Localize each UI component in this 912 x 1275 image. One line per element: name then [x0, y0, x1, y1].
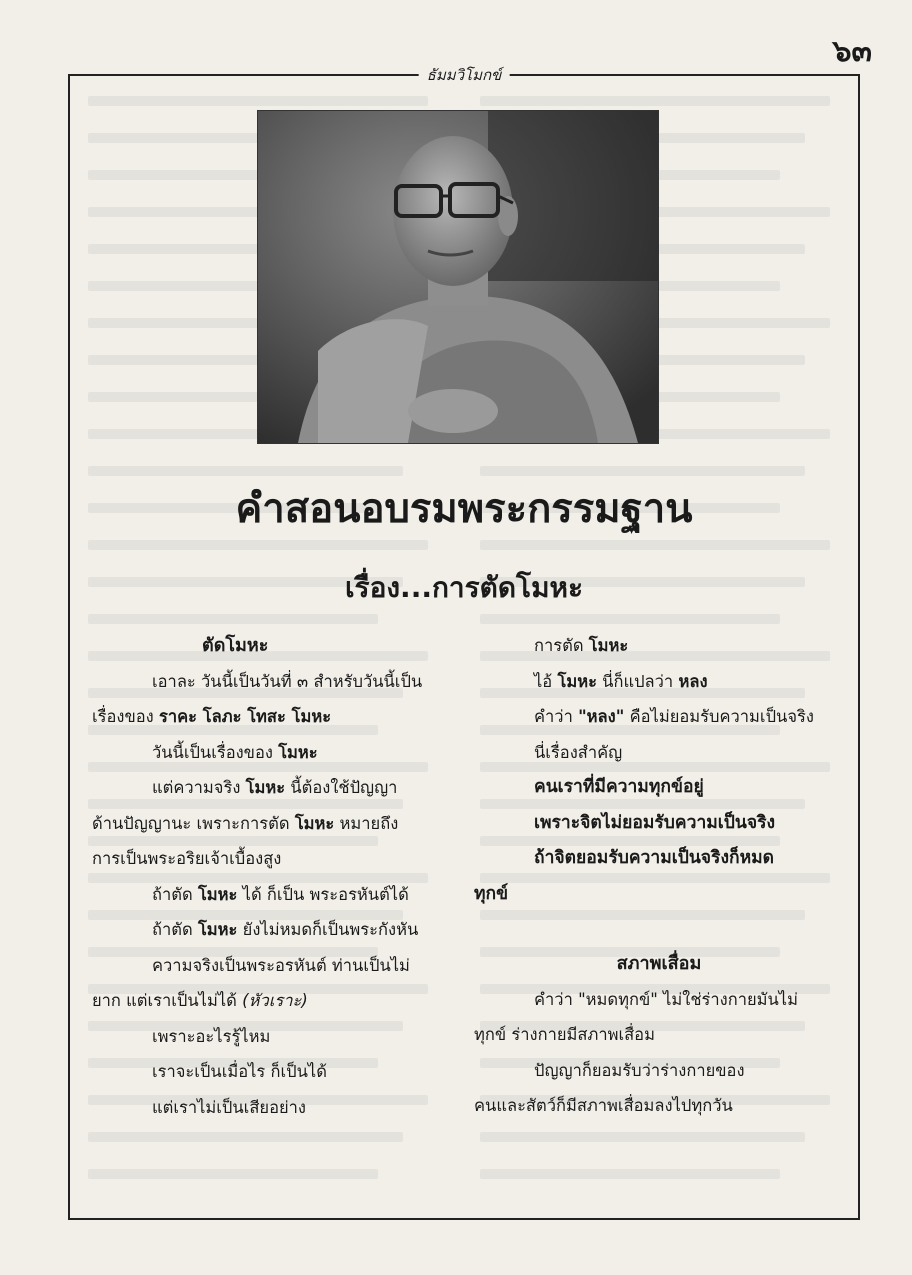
paragraph-line: แต่ความจริง โมหะ นี้ต้องใช้ปัญญา: [152, 778, 398, 797]
paragraph-line: การตัด โมหะ: [534, 636, 629, 655]
article-frame: [68, 66, 860, 1220]
paragraph-line: ความจริงเป็นพระอรหันต์ ท่านเป็นไม่: [152, 955, 410, 975]
paragraph-line: คำว่า "หมดทุกข์" ไม่ใช่ร่างกายมันไม่: [534, 989, 798, 1009]
article-title: คำสอนอบรมพระกรรมฐาน: [235, 486, 693, 532]
paragraph-line: เพราะอะไรรู้ไหม: [152, 1026, 271, 1046]
paragraph-line: ถ้าตัด โมหะ ได้ ก็เป็น พระอรหันต์ได้: [152, 884, 409, 904]
bleed-line: [88, 540, 428, 550]
bleed-line: [480, 614, 780, 624]
emphasis-line: ทุกข์: [474, 883, 509, 904]
paragraph-line: ไอ้ โมหะ นี่ก็แปลว่า หลง: [534, 671, 708, 691]
magazine-header: ธัมมวิโมกข์: [419, 63, 510, 87]
paragraph-line: ปัญญาก็ยอมรับว่าร่างกายของ: [534, 1060, 745, 1080]
bleed-line: [88, 1169, 378, 1179]
paragraph-line: แต่เราไม่เป็นเสียอย่าง: [152, 1097, 306, 1117]
bleed-line: [480, 1169, 780, 1179]
bleed-line: [480, 540, 830, 550]
paragraph-line: เอาละ วันนี้เป็นวันที่ ๓ สำหรับวันนี้เป็น: [152, 671, 423, 691]
paragraph-line: นี่เรื่องสำคัญ: [534, 742, 623, 762]
emphasis-line: คนเราที่มีความทุกข์อยู่: [534, 777, 704, 797]
page-number: ๖๓: [832, 34, 872, 69]
paragraph-line: ยาก แต่เราเป็นไม่ได้ (หัวเราะ): [92, 991, 308, 1010]
paragraph-line: ด้านปัญญานะ เพราะการตัด โมหะ หมายถึง: [92, 813, 399, 833]
bleed-line: [88, 466, 403, 476]
section-heading: สภาพเสื่อม: [616, 953, 702, 974]
paragraph-line: ทุกข์ ร่างกายมีสภาพเสื่อม: [474, 1025, 655, 1044]
emphasis-line: ถ้าจิตยอมรับความเป็นจริงก็หมด: [534, 848, 775, 868]
bleed-line: [88, 1132, 403, 1142]
bleed-line: [88, 614, 378, 624]
paragraph-line: คนและสัตว์ก็มีสภาพเสื่อมลงไปทุกวัน: [474, 1096, 733, 1115]
bleed-line: [480, 466, 805, 476]
bleed-line: [88, 96, 428, 106]
section-heading: ตัดโมหะ: [202, 635, 269, 656]
paragraph-line: ถ้าตัด โมหะ ยังไม่หมดก็เป็นพระกังหัน: [152, 920, 419, 939]
left-column: [92, 628, 452, 1125]
bleed-line: [480, 1132, 805, 1142]
article-subtitle: เรื่อง...การตัดโมหะ: [344, 571, 584, 604]
emphasis-line: เพราะจิตไม่ยอมรับความเป็นจริง: [534, 812, 776, 833]
paragraph-line: เราจะเป็นเมื่อไร ก็เป็นได้: [152, 1062, 327, 1081]
monk-portrait-photo: [257, 110, 659, 444]
paragraph-line: การเป็นพระอริยเจ้าเบื้องสูง: [92, 849, 282, 868]
paragraph-line: วันนี้เป็นเรื่องของ โมหะ: [152, 742, 318, 762]
paragraph-line: คำว่า "หลง" คือไม่ยอมรับความเป็นจริง: [534, 707, 814, 726]
bleed-line: [480, 96, 830, 106]
portrait-photo-icon: [258, 111, 658, 443]
right-column: [474, 628, 844, 1124]
paragraph-line: เรื่องของ ราคะ โลภะ โทสะ โมหะ: [92, 707, 332, 726]
